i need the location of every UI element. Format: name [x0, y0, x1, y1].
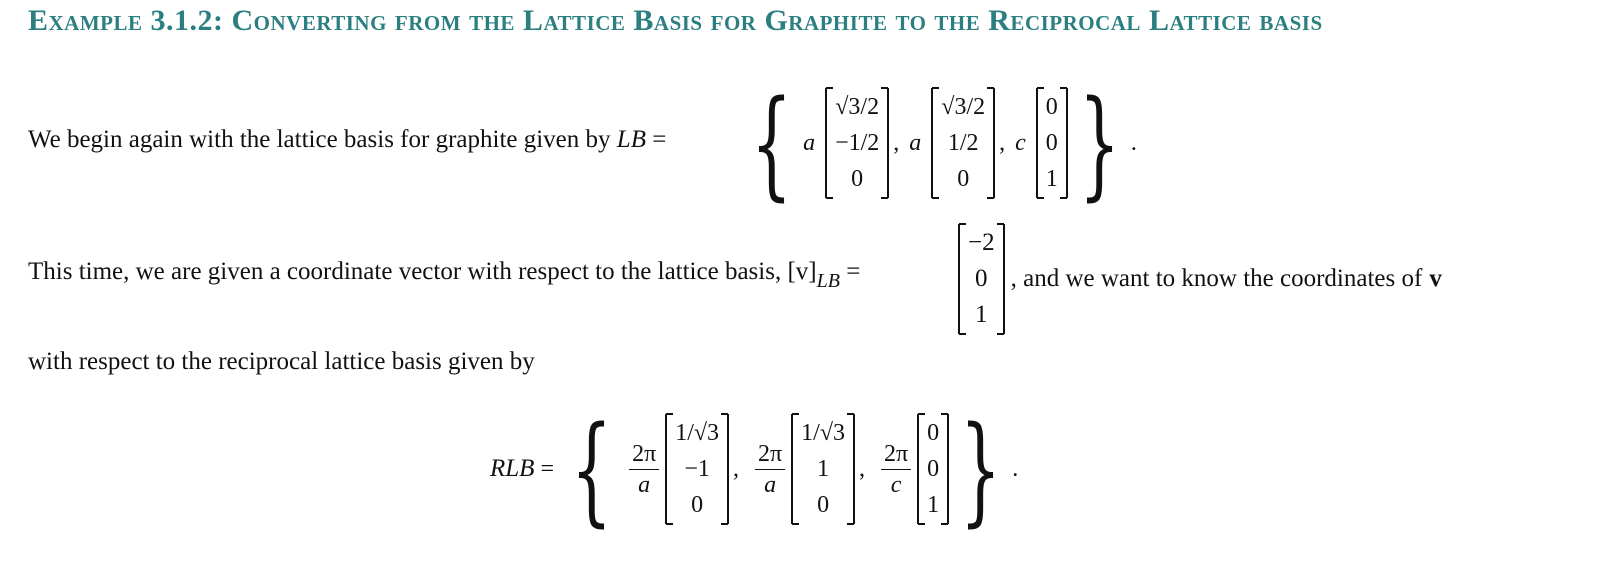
matrix-entry: 0 [927, 420, 940, 446]
matrix-entry: −1 [684, 456, 710, 482]
matrix-entry: 1 [927, 492, 940, 518]
matrix-entry: √3/2 [941, 94, 986, 120]
matrix-entry: 0 [957, 166, 970, 192]
matrix-entry: 1/√3 [801, 420, 846, 446]
reciprocal-vector-3 [917, 414, 949, 524]
comma: , [733, 455, 740, 482]
fraction-numerator: 2π [755, 439, 785, 470]
rlb-symbol: RLB [490, 455, 535, 482]
matrix-entry: 0 [817, 492, 830, 518]
paragraph-coordinate-vector [28, 258, 861, 292]
lattice-basis-equation [740, 74, 1137, 212]
fraction-denominator: a [638, 471, 651, 498]
fraction-1 [629, 439, 659, 500]
comma: , [859, 455, 866, 482]
vector-subscript: LB [816, 270, 840, 292]
matrix-entry: 0 [975, 265, 988, 292]
bold-v: v [1429, 265, 1442, 292]
matrix-entry: 1 [817, 456, 830, 482]
reciprocal-vector-2 [791, 414, 855, 524]
paragraph-text-after: , and we want to know the coordinates of [1010, 265, 1423, 292]
coordinate-vector-equation [958, 222, 1442, 336]
comma: , [893, 129, 900, 156]
matrix-entry: 0 [851, 166, 864, 192]
paragraph-text: This time, we are given a coordinate vector with respect to the lattice basis, [28, 258, 782, 285]
equals-sign: = [652, 126, 667, 153]
right-brace: } [960, 400, 1002, 538]
equals-sign: = [540, 455, 554, 482]
comma: , [999, 129, 1006, 156]
right-brace: } [1078, 74, 1120, 212]
matrix-entry: −1/2 [835, 130, 880, 156]
reciprocal-vector-1 [665, 414, 729, 524]
fraction-numerator: 2π [629, 439, 659, 470]
coef-a-1: a [803, 129, 816, 156]
vector-symbol: [v] [787, 258, 817, 285]
fraction-2 [755, 439, 785, 500]
fraction-3 [881, 439, 911, 500]
example-title: Example 3.1.2: Converting from the Lattice Basis for Graphite to the Reciprocal Lattice basis [28, 4, 1323, 37]
coordinate-vector [958, 224, 1005, 334]
matrix-entry: 1 [1045, 166, 1058, 192]
left-brace: { [750, 74, 793, 212]
matrix-entry: 0 [1045, 130, 1058, 156]
lb-symbol: LB [616, 126, 646, 153]
coef-a-2: a [909, 129, 922, 156]
matrix-entry: 0 [1045, 94, 1058, 120]
left-brace: { [570, 400, 613, 538]
paragraph-lattice-basis [28, 126, 666, 154]
matrix-entry: 0 [927, 456, 940, 482]
reciprocal-basis-equation [490, 400, 1019, 538]
matrix-entry: 1/2 [947, 130, 979, 156]
matrix-entry: 1 [975, 301, 988, 328]
period: . [1130, 129, 1137, 156]
lattice-vector-1 [825, 88, 889, 198]
fraction-denominator: a [764, 471, 777, 498]
equals-sign: = [846, 258, 861, 285]
matrix-entry: 1/√3 [675, 420, 720, 446]
paragraph-reciprocal: with respect to the reciprocal lattice basis given by [28, 348, 535, 375]
fraction-denominator: c [890, 471, 902, 498]
lattice-vector-2 [931, 88, 995, 198]
fraction-numerator: 2π [881, 439, 911, 470]
period: . [1012, 455, 1019, 482]
coef-c: c [1015, 129, 1026, 156]
paragraph-text: We begin again with the lattice basis for graphite given by [28, 126, 611, 153]
lattice-vector-3 [1036, 88, 1068, 198]
matrix-entry: √3/2 [835, 94, 880, 120]
matrix-entry: 0 [691, 492, 704, 518]
matrix-entry: −2 [968, 229, 995, 256]
